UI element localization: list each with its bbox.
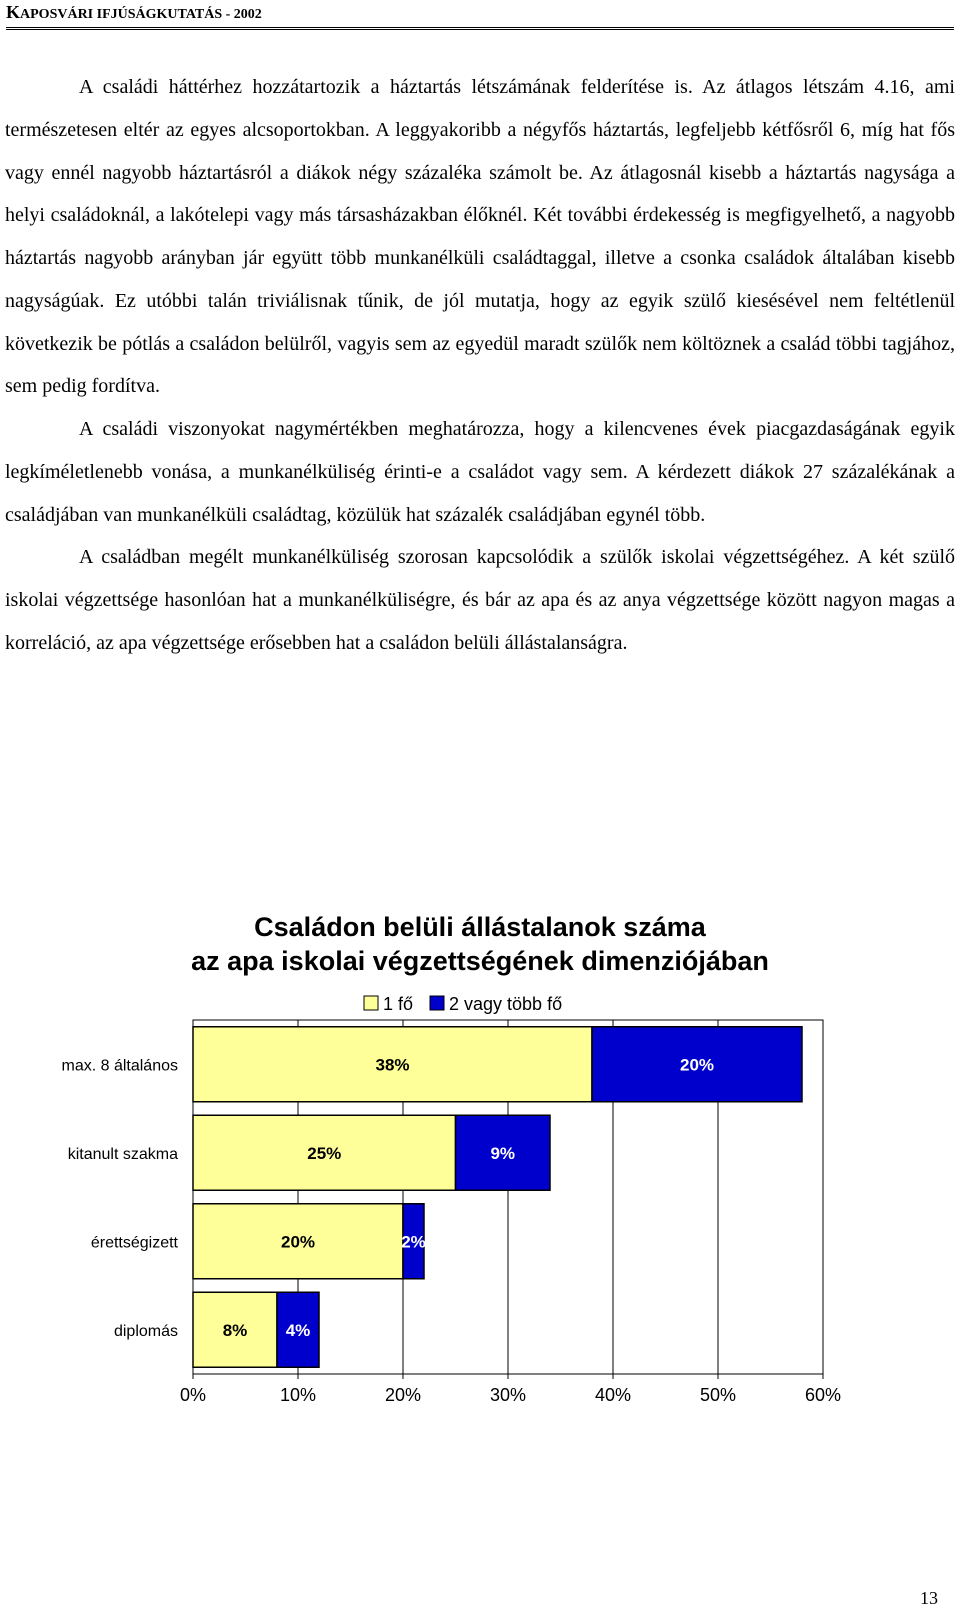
page-number: 13	[920, 1588, 938, 1608]
legend-label: 1 fő	[383, 994, 414, 1014]
x-tick-label: 50%	[699, 1385, 737, 1405]
x-tick-label: 20%	[384, 1385, 422, 1405]
category-label: diplomás	[113, 1322, 178, 1340]
data-label: 8%	[222, 1320, 248, 1340]
data-label: 4%	[285, 1320, 311, 1340]
data-label: 20%	[280, 1232, 316, 1252]
paragraph: A családban megélt munkanélküliség szorosan kapcsolódik a szülők iskolai végzettségéhez. A két szülő iskolai végzettsége hasonlóan hat a munkanélküliségre, és bár az apa és az anya végzettsége között nagyon magas a korreláció, az apa végzettsége erősebben hat a családon belüli állástalanságra.	[5, 546, 955, 654]
legend-label: 2 vagy több fő	[449, 994, 563, 1014]
data-label: 20%	[679, 1055, 715, 1075]
paragraph: A családi háttérhez hozzátartozik a háztartás létszámának felderítése is. Az átlagos létszám 4.16, ami természetesen eltér az egyes alcsoportokban. A leggyakoribb a négyfős háztartás, legfeljebb kétfősről 6, míg hat fős vagy ennél nagyobb háztartásról a diákok négy százaléka számolt be. Az átlagosnál kisebb a háztartás nagysága a helyi családoknál, a lakótelepi vagy más társasházakban élőknél. Két további érdekesség is megfigyelhető, a nagyobb háztartás nagyobb arányban jár együtt több munkanélküli családtaggal, illetve a csonka családok általában kisebb nagyságúak. Ez utóbbi talán triviálisnak tűnik, de jól mutatja, hogy az egyik szülő kiesésével nem feltétlenül következik be pótlás a családon belülről, vagyis sem az egyedül maradt szülők nem költöznek a család többi tagjához, sem pedig fordítva.	[5, 76, 955, 398]
chart-title-line2: az apa iskolai végzettségének dimenziójában	[191, 946, 769, 976]
chart-title-line1: Családon belüli állástalanok száma	[254, 912, 706, 942]
header-initial: K	[6, 2, 21, 22]
x-tick-label: 30%	[489, 1385, 527, 1405]
data-label: 38%	[375, 1055, 410, 1075]
data-label: 25%	[307, 1143, 342, 1163]
category-label: kitanult szakma	[67, 1145, 178, 1163]
x-tick-label: 60%	[804, 1385, 842, 1405]
legend-swatch	[430, 996, 444, 1010]
header-title: APOSVÁRI IFJÚSÁGKUTATÁS - 2002	[20, 7, 262, 22]
x-tick-label: 10%	[279, 1385, 317, 1405]
legend-swatch	[364, 996, 378, 1010]
category-label: érettségizett	[90, 1234, 178, 1252]
category-label: max. 8 általános	[61, 1057, 178, 1075]
paragraph: A családi viszonyokat nagymértékben meghatározza, hogy a kilencvenes évek piacgazdaságának egyik legkíméletlenebb vonása, a munkanélküliség érinti-e a családot vagy sem. A kérdezett diákok 27 százalékának a családjában van munkanélküli családtag, közülük hat százalék családjában egynél több.	[5, 418, 955, 526]
data-label: 2%	[401, 1232, 426, 1252]
data-label: 9%	[490, 1143, 516, 1163]
x-tick-label: 0%	[179, 1385, 207, 1405]
x-tick-label: 40%	[594, 1385, 632, 1405]
